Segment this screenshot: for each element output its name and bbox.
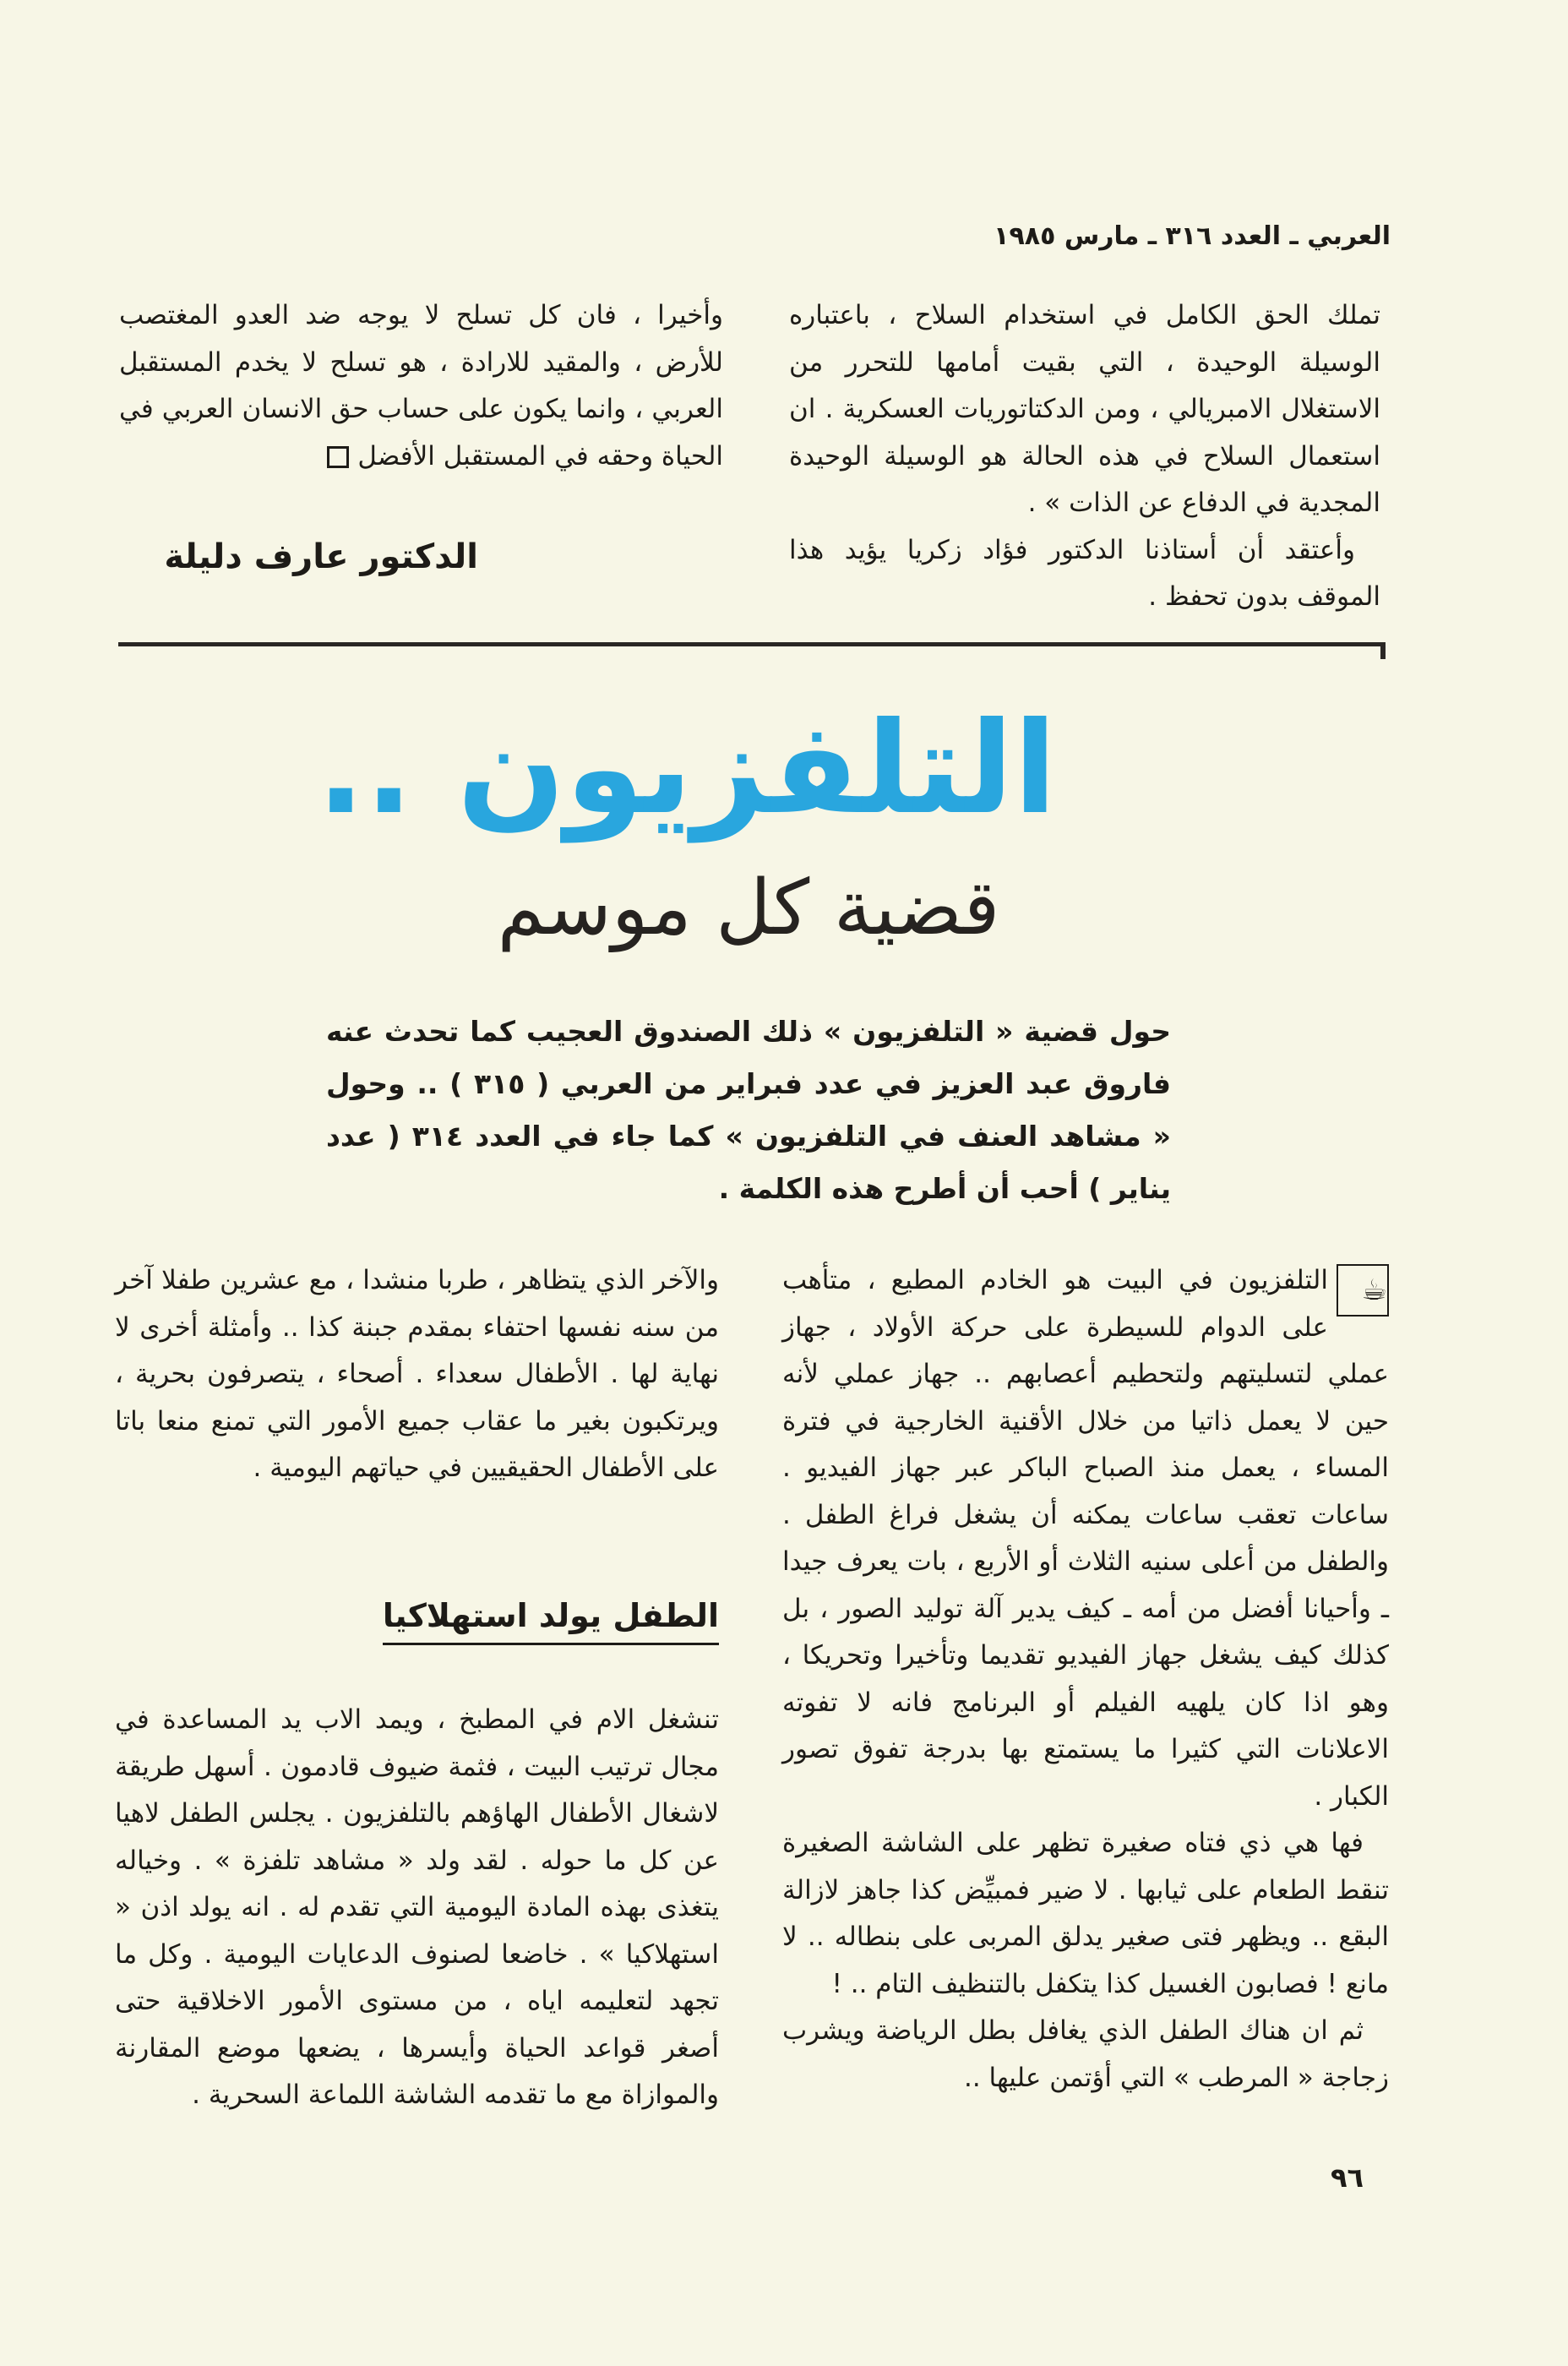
intro-closing-text: وأخيرا ، فان كل تسلح لا يوجه ضد العدو المغتصب للأرض ، والمقيد للارادة ، هو تسلح لا يخدم المستقبل العربي ، وانما يكون على حساب حق الانسان العربي في الحياة وحقه في المستقبل الأفضل xyxy=(119,300,723,472)
section-divider xyxy=(118,642,1386,646)
intro-paragraph: وأعتقد أن أستاذنا الدكتور فؤاد زكريا يؤيد هذا الموقف بدون تحفظ . xyxy=(789,534,1380,612)
page-number: ٩٦ xyxy=(1330,2162,1364,2194)
coffee-pot-icon: ☕ xyxy=(1337,1264,1389,1317)
article-left-column xyxy=(115,1257,719,1492)
intro-right-column xyxy=(789,292,1380,621)
section-heading-text: الطفل يولد استهلاكيا xyxy=(383,1597,719,1645)
article-paragraph: ثم ان هناك الطفل الذي يغافل بطل الرياضة ويشرب زجاجة « المرطب » التي أؤتمن عليها .. xyxy=(782,2015,1389,2093)
intro-closing-paragraph xyxy=(119,292,723,480)
article-paragraph: والآخر الذي يتظاهر ، طربا منشدا ، مع عشرين طفلا آخر من سنه نفسها احتفاء بمقدم جبنة كذا .. وأمثلة أخرى لا نهاية لها . الأطفال سعداء . أصحاء ، يتصرفون بحرية ، ويرتكبون بغير ما عقاب جميع الأمور التي تمنع منعا باتا على الأطفال الحقيقيين في حياتهم اليومية . xyxy=(115,1265,719,1483)
article-title: التلفزيون .. xyxy=(316,695,1057,842)
intro-paragraph: تملك الحق الكامل في استخدام السلاح ، باعتباره الوسيلة الوحيدة ، التي بقيت أمامها للتحرر من الاستغلال الامبريالي ، ومن الدكتاتوريات العسكرية . ان استعمال السلاح في هذه الحالة هو الوسيلة الوحيدة المجدية في الدفاع عن الذات » . xyxy=(789,300,1380,518)
article-paragraph-text: التلفزيون في البيت هو الخادم المطيع ، متأهب على الدوام للسيطرة على حركة الأولاد ، جهاز عملي لتسليتهم ولتحطيم أعصابهم .. جهاز عملي لأنه حين لا يعمل ذاتيا من خلال الأقنية الخارجية في فترة المساء ، يعمل منذ الصباح الباكر عبر جهاز الفيديو . ساعات تعقب ساعات يمكنه أن يشغل فراغ الطفل . والطفل من أعلى سنيه الثلاث أو الأربع ، بات يعرف جيدا ـ وأحيانا أفضل من أمه ـ كيف يدير آلة توليد الصور ، بل كذلك كيف يشغل جهاز الفيديو تقديما وتأخيرا وتحريكا ، وهو اذا كان يلهيه الفيلم أو البرنامج فانه لا تفوته الاعلانات التي كثيرا ما يستمتع بها بدرجة تفوق تصور الكبار . xyxy=(782,1265,1389,1812)
article-paragraph: تنشغل الام في المطبخ ، ويمد الاب يد المساعدة في مجال ترتيب البيت ، فثمة ضيوف قادمون . أسهل طريقة لاشغال الأطفال الهاؤهم بالتلفزيون . يجلس الطفل لاهيا عن كل ما حوله . لقد ولد « مشاهد تلفزة » . وخياله يتغذى بهذه المادة اليومية التي تقدم له . انه يولد اذن « استهلاكيا » . خاضعا لصنوف الدعايات اليومية . وكل ما تجهد لتعليمه اياه ، من مستوى الأمور الاخلاقية حتى أصغر قواعد الحياة وأيسرها ، يضعها موضع المقارنة والموازاة مع ما تقدمه الشاشة اللماعة السحرية . xyxy=(115,1704,719,2110)
intro-left-column xyxy=(119,292,723,480)
section-heading xyxy=(115,1597,719,1645)
end-of-article-mark xyxy=(327,446,349,468)
section-divider-tick xyxy=(1380,642,1386,659)
article-paragraph xyxy=(782,1257,1389,1820)
article-lede: حول قضية « التلفزيون » ذلك الصندوق العجيب كما تحدث عنه فاروق عبد العزيز في عدد فبراير من العربي ( ٣١٥ ) .. وحول « مشاهد العنف في التلفزيون » كما جاء في العدد ٣١٤ ( عدد يناير ) أحب أن أطرح هذه الكلمة . xyxy=(326,1015,1171,1205)
running-head: العربي ـ العدد ٣١٦ ـ مارس ١٩٨٥ xyxy=(994,221,1391,251)
article-right-column xyxy=(782,1257,1389,2102)
article-subtitle: قضية كل موسم xyxy=(497,864,1000,952)
author-signature: الدكتور عارف دليلة xyxy=(164,537,478,576)
article-paragraph: فها هي ذي فتاه صغيرة تظهر على الشاشة الصغيرة تنقط الطعام على ثيابها . لا ضير فمبيِّض كذا جاهز لازالة البقع .. ويظهر فتى صغير يدلق المربى على بنطاله .. لا مانع ! فصابون الغسيل كذا يتكفل بالتنظيف التام .. ! xyxy=(782,1828,1389,1999)
section-body-column xyxy=(115,1697,719,2119)
